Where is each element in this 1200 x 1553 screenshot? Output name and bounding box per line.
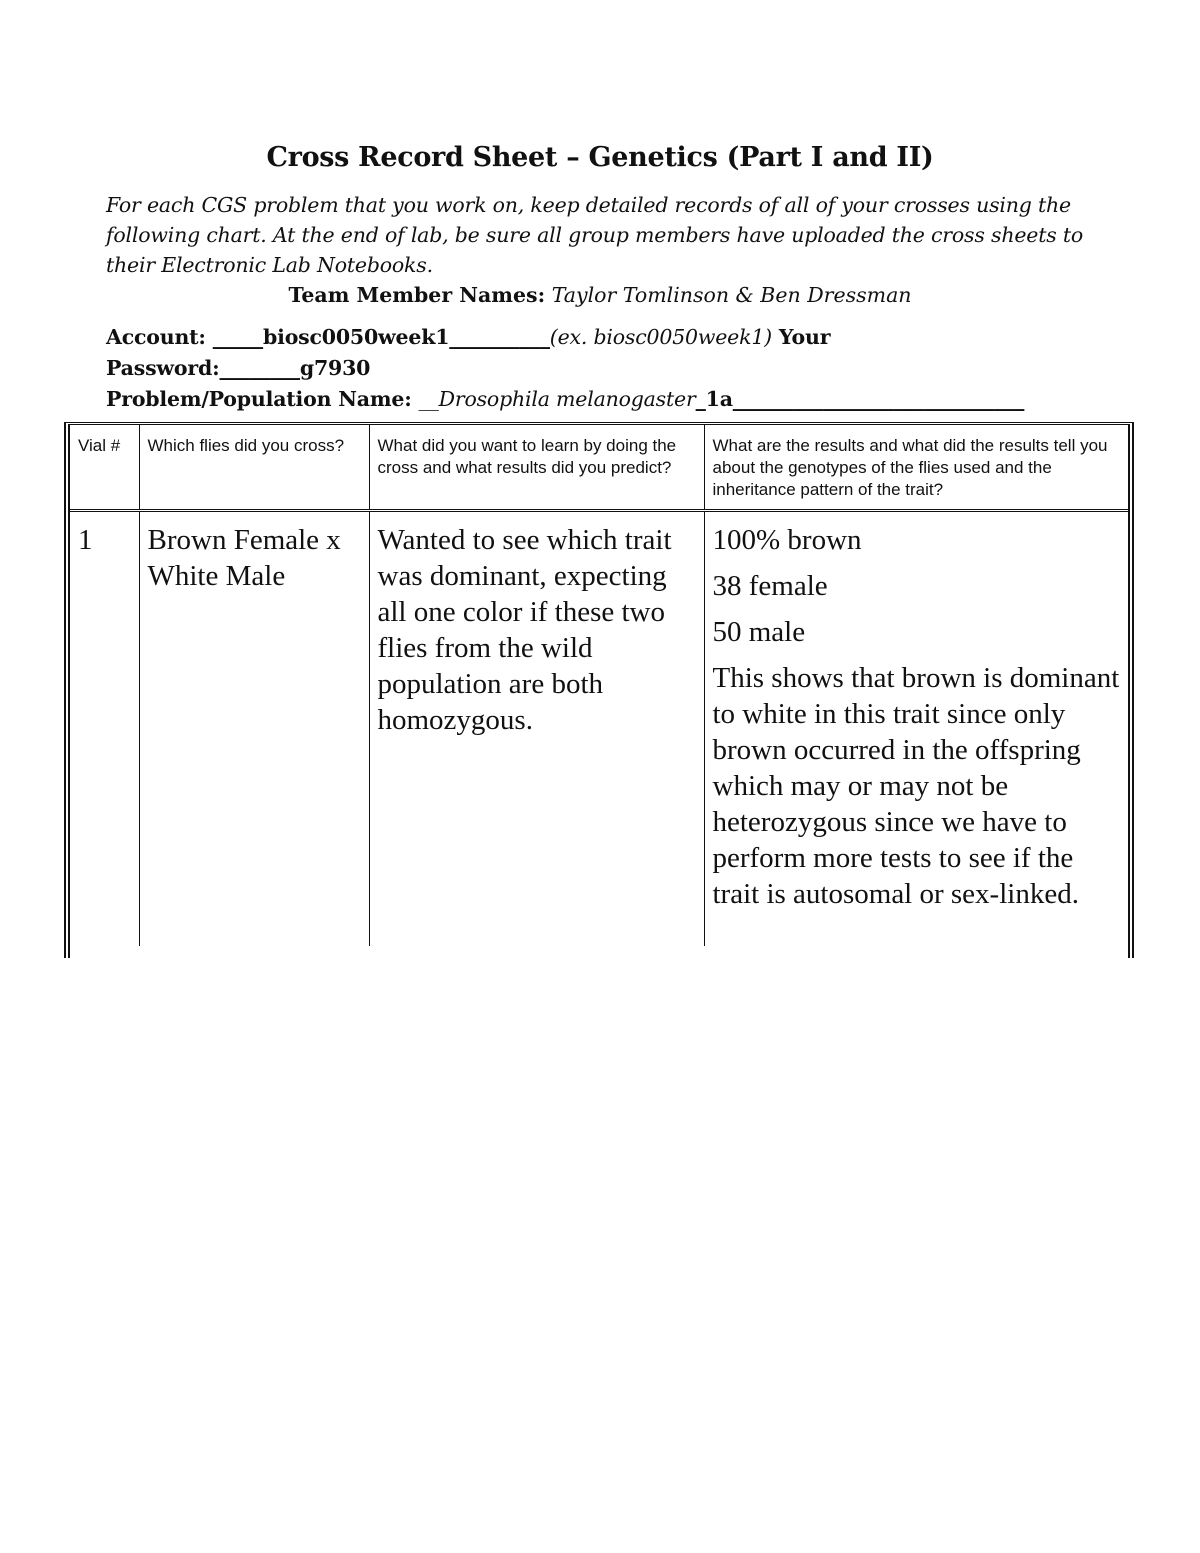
cross-record-table-frame — [64, 422, 1134, 958]
header-learn-predict: What did you want to learn by doing the cross and what results did you predict? — [369, 425, 704, 511]
cell-results — [704, 511, 1128, 947]
team-member-label: Team Member Names: — [288, 283, 546, 307]
password-label: Password: — [106, 356, 220, 380]
page-title: Cross Record Sheet – Genetics (Part I and II) — [266, 142, 934, 173]
password-line — [106, 353, 1106, 384]
team-member-names: Taylor Tomlinson & Ben Dressman — [551, 283, 912, 307]
result-line: 100% brown — [712, 524, 862, 556]
problem-line — [106, 384, 1106, 415]
account-value: _____biosc0050week1__________ — [212, 325, 550, 349]
header-flies-crossed: Which flies did you cross? — [139, 425, 369, 511]
result-line: 38 female — [712, 570, 828, 602]
account-line — [106, 322, 1106, 353]
account-info-block — [106, 322, 1106, 415]
account-label: Account: — [106, 325, 206, 349]
problem-species: Drosophila melanogaster — [438, 387, 696, 411]
header-vial: Vial # — [70, 425, 139, 511]
table-header-row — [70, 425, 1128, 511]
table-row — [70, 511, 1128, 947]
instructions-paragraph: For each CGS problem that you work on, keep detailed records of all of your crosses using the following chart. At the end of lab, be sure all group members have uploaded the cross sheets to their Electronic Lab Notebooks. — [106, 193, 1084, 277]
account-example: (ex. biosc0050week1) — [549, 325, 772, 349]
password-value: ________g7930 — [219, 356, 371, 380]
cross-record-table — [70, 425, 1128, 946]
cell-learn-predict: Wanted to see which trait was dominant, expecting all one color if these two flies from the wild population are both homozygous. — [369, 511, 704, 947]
problem-suffix: _1a_____________________________ — [695, 387, 1025, 411]
problem-prefix: __ — [418, 387, 439, 411]
cell-flies-crossed: Brown Female x White Male — [139, 511, 369, 947]
team-member-line — [0, 280, 1200, 310]
result-conclusion: This shows that brown is dominant to white in this trait since only brown occurred in the offspring which may or may not be heterozygous since we have to perform more tests to see if the trait is autosomal or sex-linked. — [712, 662, 1120, 910]
problem-label: Problem/Population Name: — [106, 387, 412, 411]
your-label: Your — [778, 325, 831, 349]
header-results: What are the results and what did the results tell you about the genotypes of the flies used and the inheritance pattern of the trait? — [704, 425, 1128, 511]
result-line: 50 male — [712, 616, 806, 648]
cell-vial-number: 1 — [70, 511, 139, 947]
